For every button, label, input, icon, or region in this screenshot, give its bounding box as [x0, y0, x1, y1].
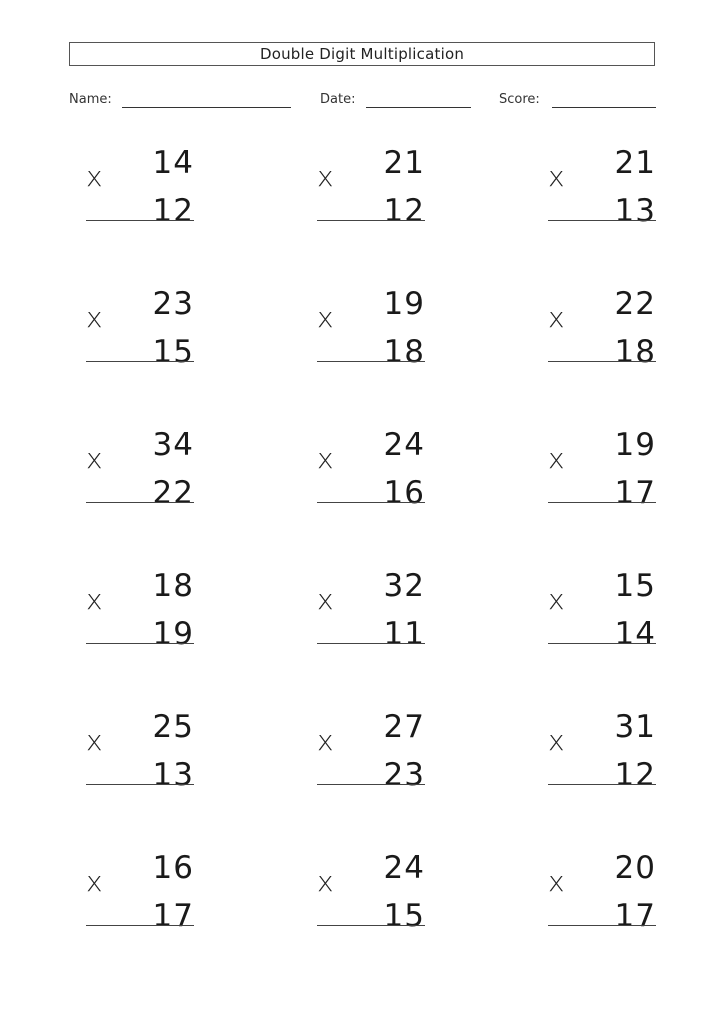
multiply-sign: x — [317, 301, 334, 334]
multiplier: 11 — [383, 616, 425, 652]
problem-17 — [317, 841, 425, 951]
problem-11 — [317, 559, 425, 669]
multiplier: 13 — [152, 757, 194, 793]
multiplicand: 16 — [152, 850, 194, 886]
multiply-sign: x — [317, 442, 334, 475]
problem-2 — [317, 136, 425, 246]
multiplicand: 20 — [614, 850, 656, 886]
multiplier: 12 — [614, 757, 656, 793]
problem-13 — [86, 700, 194, 810]
answer-line[interactable] — [317, 220, 425, 221]
worksheet-title: Double Digit Multiplication — [69, 42, 655, 66]
score-label: Score: — [499, 92, 540, 107]
problem-1 — [86, 136, 194, 246]
answer-line[interactable] — [86, 361, 194, 362]
multiplicand: 19 — [614, 427, 656, 463]
multiplier: 17 — [614, 475, 656, 511]
score-input-line[interactable] — [552, 107, 656, 108]
answer-line[interactable] — [548, 784, 656, 785]
answer-line[interactable] — [86, 502, 194, 503]
date-input-line[interactable] — [366, 107, 471, 108]
multiplicand: 22 — [614, 286, 656, 322]
multiply-sign: x — [86, 160, 103, 193]
answer-line[interactable] — [548, 502, 656, 503]
multiply-sign: x — [86, 442, 103, 475]
multiplicand: 32 — [383, 568, 425, 604]
multiplier: 18 — [614, 334, 656, 370]
answer-line[interactable] — [317, 643, 425, 644]
multiply-sign: x — [548, 160, 565, 193]
multiply-sign: x — [86, 865, 103, 898]
problem-10 — [86, 559, 194, 669]
multiplicand: 34 — [152, 427, 194, 463]
multiplier: 18 — [383, 334, 425, 370]
multiplier: 19 — [152, 616, 194, 652]
multiply-sign: x — [86, 583, 103, 616]
problem-15 — [548, 700, 656, 810]
multiplicand: 15 — [614, 568, 656, 604]
multiply-sign: x — [317, 583, 334, 616]
name-label: Name: — [69, 92, 112, 107]
multiply-sign: x — [86, 724, 103, 757]
date-label: Date: — [320, 92, 356, 107]
multiplicand: 31 — [614, 709, 656, 745]
multiply-sign: x — [317, 724, 334, 757]
problem-3 — [548, 136, 656, 246]
problem-4 — [86, 277, 194, 387]
answer-line[interactable] — [548, 361, 656, 362]
multiply-sign: x — [317, 160, 334, 193]
multiplicand: 18 — [152, 568, 194, 604]
problem-9 — [548, 418, 656, 528]
answer-line[interactable] — [317, 784, 425, 785]
multiply-sign: x — [548, 301, 565, 334]
answer-line[interactable] — [317, 361, 425, 362]
multiplier: 12 — [152, 193, 194, 229]
answer-line[interactable] — [86, 784, 194, 785]
problem-14 — [317, 700, 425, 810]
problem-8 — [317, 418, 425, 528]
name-input-line[interactable] — [122, 107, 291, 108]
multiplier: 23 — [383, 757, 425, 793]
multiply-sign: x — [317, 865, 334, 898]
answer-line[interactable] — [317, 925, 425, 926]
answer-line[interactable] — [86, 643, 194, 644]
multiplicand: 23 — [152, 286, 194, 322]
problem-12 — [548, 559, 656, 669]
multiplier: 15 — [383, 898, 425, 934]
answer-line[interactable] — [548, 925, 656, 926]
multiply-sign: x — [548, 865, 565, 898]
problem-18 — [548, 841, 656, 951]
multiply-sign: x — [86, 301, 103, 334]
problem-5 — [317, 277, 425, 387]
multiplier: 22 — [152, 475, 194, 511]
multiplicand: 24 — [383, 850, 425, 886]
problem-7 — [86, 418, 194, 528]
multiplicand: 14 — [152, 145, 194, 181]
multiply-sign: x — [548, 724, 565, 757]
multiplier: 14 — [614, 616, 656, 652]
problem-16 — [86, 841, 194, 951]
problem-6 — [548, 277, 656, 387]
multiplier: 13 — [614, 193, 656, 229]
multiplicand: 19 — [383, 286, 425, 322]
multiplier: 17 — [614, 898, 656, 934]
multiplicand: 21 — [614, 145, 656, 181]
multiply-sign: x — [548, 442, 565, 475]
answer-line[interactable] — [317, 502, 425, 503]
answer-line[interactable] — [86, 925, 194, 926]
multiplier: 15 — [152, 334, 194, 370]
multiplicand: 27 — [383, 709, 425, 745]
answer-line[interactable] — [548, 220, 656, 221]
multiplier: 17 — [152, 898, 194, 934]
multiplier: 12 — [383, 193, 425, 229]
multiplicand: 25 — [152, 709, 194, 745]
answer-line[interactable] — [548, 643, 656, 644]
answer-line[interactable] — [86, 220, 194, 221]
multiply-sign: x — [548, 583, 565, 616]
multiplicand: 21 — [383, 145, 425, 181]
multiplier: 16 — [383, 475, 425, 511]
multiplicand: 24 — [383, 427, 425, 463]
